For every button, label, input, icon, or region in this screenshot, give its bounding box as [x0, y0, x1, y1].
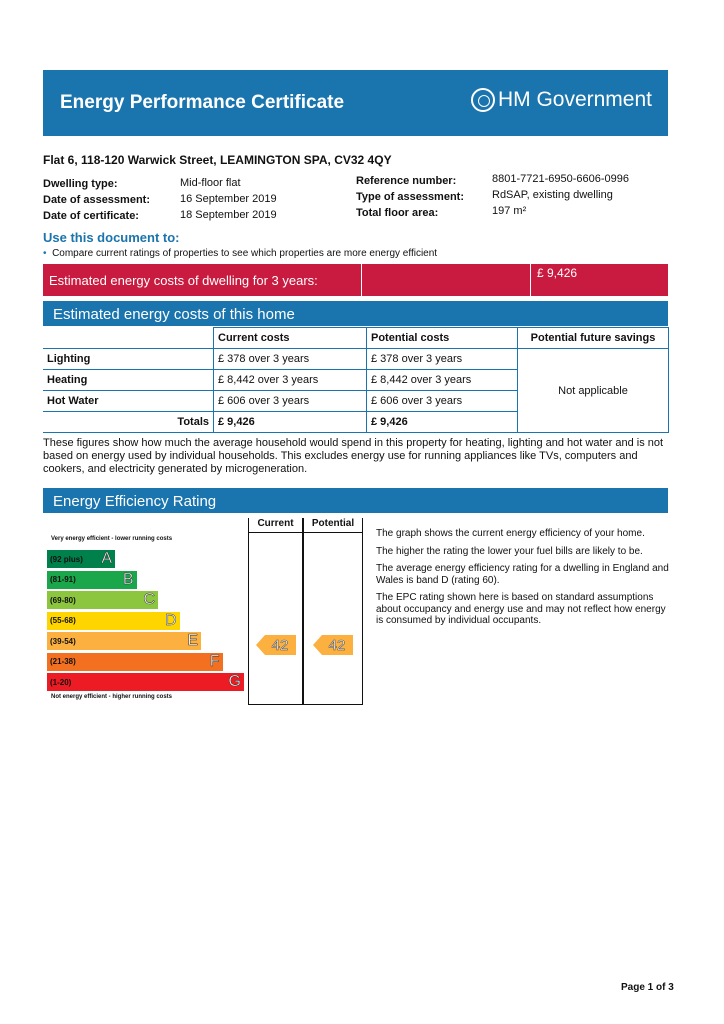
total-current-cell: £ 9,426 — [214, 412, 367, 433]
band-range: (1-20) — [50, 677, 72, 687]
current-cost-cell: £ 8,442 over 3 years — [214, 370, 367, 391]
table-corner — [43, 328, 214, 349]
crest-icon — [471, 88, 495, 112]
cost-bar-divider — [361, 264, 362, 296]
potential-rating-badge — [313, 635, 353, 655]
rating-section-banner — [43, 488, 668, 513]
page-title: Energy Performance Certificate — [60, 92, 345, 113]
band-range: (69-80) — [50, 595, 76, 605]
band-letter: G — [228, 673, 241, 690]
costs-section-banner — [43, 301, 668, 326]
band-letter: A — [101, 550, 112, 567]
current-rating-value: 42 — [271, 637, 289, 654]
table-row — [43, 349, 669, 370]
hm-government-logo — [471, 88, 652, 112]
band-range: (55-68) — [50, 616, 76, 625]
rating-band-f — [47, 653, 223, 671]
rating-columns — [248, 518, 363, 705]
totals-label: Totals — [43, 412, 214, 433]
band-letter: D — [164, 611, 177, 629]
property-address: Flat 6, 118-120 Warwick Street, LEAMINGTON SPA, CV32 4QY — [43, 153, 392, 167]
row-label: Hot Water — [43, 391, 214, 412]
column-header-potential: Potential costs — [367, 328, 518, 349]
cost-bar-divider — [530, 264, 531, 296]
rating-band-e — [47, 632, 201, 650]
current-cost-cell: £ 606 over 3 years — [214, 391, 367, 412]
potential-cost-cell: £ 378 over 3 years — [367, 349, 518, 370]
estimated-cost-bar — [43, 264, 668, 296]
assessment-type-value: RdSAP, existing dwelling — [492, 189, 613, 201]
band-letter: B — [122, 570, 134, 588]
costs-section-heading: Estimated energy costs of this home — [53, 306, 295, 323]
dwelling-type-label: Dwelling type: — [43, 178, 118, 190]
use-document-heading: Use this document to: — [43, 230, 180, 245]
rating-note: The EPC rating shown here is based on standard assumptions about occupancy and energy use and may not reflect how energy is consumed by individual occupants. — [376, 592, 666, 626]
dwelling-type-value: Mid-floor flat — [180, 177, 241, 189]
band-range: (21-38) — [50, 657, 76, 666]
column-header-savings: Potential future savings — [518, 328, 669, 349]
chart-top-label: Very energy efficient - lower running costs — [51, 536, 173, 542]
chart-bottom-label: Not energy efficient - higher running costs — [51, 694, 173, 700]
reference-value: 8801-7721-6950-6606-0996 — [492, 173, 630, 185]
logo-text: HM Government — [497, 88, 652, 111]
certificate-date-label: Date of certificate: — [43, 210, 139, 222]
row-label: Heating — [43, 370, 214, 391]
costs-explanation: These figures show how much the average household would spend in this property for heating, lighting and hot water and is not based on energy used by individual households. This excludes energy use for running appliances like TVs, computers and cookers, and electricity generated by microgeneration. — [43, 437, 664, 475]
rating-notes — [376, 528, 672, 633]
potential-column-header: Potential — [304, 518, 362, 533]
cost-bar-value: £ 9,426 — [537, 266, 578, 280]
rating-note: The average energy efficiency rating for a dwelling in England and Wales is band D (rating 60). — [376, 563, 669, 586]
rating-band-b — [47, 571, 137, 589]
reference-label: Reference number: — [356, 175, 457, 187]
floor-area-value: 197 m² — [492, 205, 527, 217]
potential-cost-cell: £ 606 over 3 years — [367, 391, 518, 412]
bullet-text: Compare current ratings of properties to see which properties are more energy efficient — [52, 248, 438, 259]
savings-cell: Not applicable — [518, 349, 669, 433]
band-range: (39-54) — [50, 636, 76, 646]
band-letter: E — [187, 632, 198, 649]
current-rating-badge — [256, 635, 296, 655]
table-header-row — [43, 328, 669, 349]
rating-band-g — [47, 673, 244, 691]
assessment-type-label: Type of assessment: — [356, 191, 465, 203]
total-potential-cell: £ 9,426 — [367, 412, 518, 433]
band-range: (92 plus) — [50, 554, 83, 564]
energy-rating-chart — [43, 514, 361, 706]
rating-band-c — [47, 591, 158, 609]
assessment-date-label: Date of assessment: — [43, 194, 150, 206]
row-label: Lighting — [43, 349, 214, 370]
assessment-date-value: 16 September 2019 — [180, 193, 277, 205]
band-letter: F — [209, 652, 220, 670]
current-cost-cell: £ 378 over 3 years — [214, 349, 367, 370]
use-document-bullet — [43, 248, 437, 259]
rating-band-a — [47, 550, 115, 568]
page-number: Page 1 of 3 — [621, 982, 674, 993]
costs-table — [43, 327, 669, 433]
column-header-current: Current costs — [214, 328, 367, 349]
rating-band-d — [47, 612, 180, 630]
floor-area-label: Total floor area: — [356, 207, 439, 219]
header-banner — [43, 70, 668, 136]
potential-cost-cell: £ 8,442 over 3 years — [367, 370, 518, 391]
certificate-date-value: 18 September 2019 — [180, 209, 277, 221]
bullet-icon: • — [43, 248, 53, 259]
rating-section-heading: Energy Efficiency Rating — [53, 493, 217, 510]
column-divider — [302, 532, 304, 704]
cost-bar-label: Estimated energy costs of dwelling for 3 years: — [49, 273, 318, 288]
potential-rating-value: 42 — [328, 637, 346, 654]
rating-note: The higher the rating the lower your fuel bills are likely to be. — [376, 545, 643, 557]
band-range: (81-91) — [50, 575, 76, 584]
band-letter: C — [143, 591, 155, 608]
rating-note: The graph shows the current energy efficiency of your home. — [376, 528, 645, 539]
current-column-header: Current — [249, 518, 304, 533]
